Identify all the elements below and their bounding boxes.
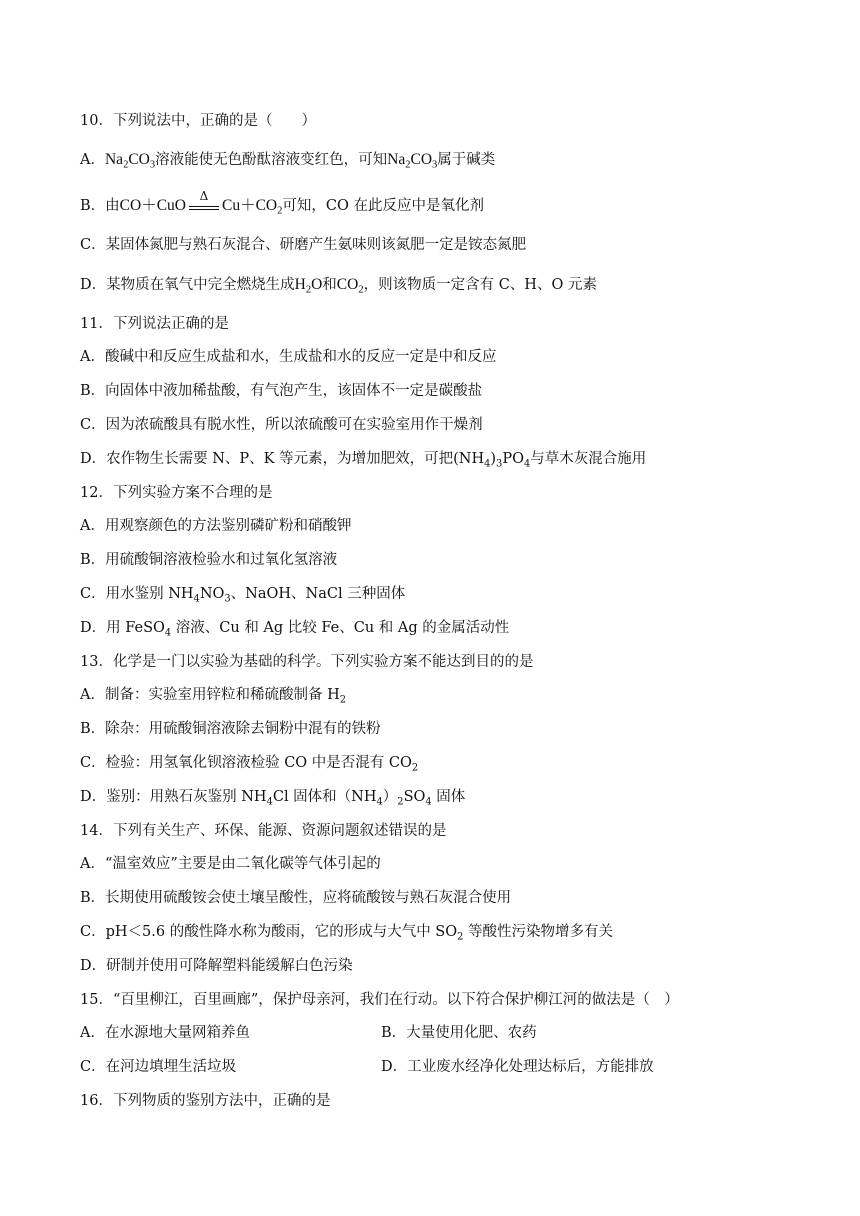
question-10-option-b: B．由CO＋CuO Δ $Cu+CO_2$可知，CO 在此反应中是氧化剂 (80, 189, 484, 217)
question-15-stem: 15．“百里柳江，百里画廊”，保护母亲河，我们在行动。以下符合保护柳江河的做法是（ ） (80, 992, 679, 1008)
question-12-option-b: B．用硫酸铜溶液检验水和过氧化氢溶液 (80, 552, 338, 568)
question-12-option-d: D．用 FeSO$_4$ 溶液、Cu 和 Ag 比较 Fe、Cu 和 Ag 的金属活动性 (80, 620, 510, 639)
question-14-stem: 14．下列有关生产、环保、能源、资源问题叙述错误的是 (80, 823, 447, 839)
question-10-option-d: D．某物质在氧气中完全燃烧生成$H_2O$和$CO_2$，则该物质一定含有 C、H、O 元素 (80, 276, 597, 296)
question-10-stem: 10．下列说法中，正确的是（ ） (80, 113, 316, 129)
question-12-option-c: C．用水鉴别 $NH_4NO_3$、NaOH、NaCl 三种固体 (80, 586, 406, 605)
question-15-option-a: A．在水源地大量网箱养鱼 (80, 1025, 250, 1041)
question-10-option-c: C．某固体氮肥与熟石灰混合、研磨产生氨味则该氮肥一定是铵态氮肥 (80, 237, 527, 253)
question-11-option-d: D．农作物生长需要 N、P、K 等元素，为增加肥效，可把$(NH_4)_3PO_4$与草木灰混合施用 (80, 451, 647, 470)
question-11-option-c: C．因为浓硫酸具有脱水性，所以浓硫酸可在实验室用作干燥剂 (80, 417, 483, 433)
question-10-option-a: A．$Na_2CO_3$溶液能使无色酚酞溶液变红色，可知$Na_2CO_3$属于碱类 (80, 151, 496, 171)
question-16-stem: 16．下列物质的鉴别方法中，正确的是 (80, 1093, 331, 1109)
question-11-stem: 11．下列说法正确的是 (80, 316, 229, 332)
question-12-option-a: A．用观察颜色的方法鉴别磷矿粉和硝酸钾 (80, 518, 352, 534)
question-15-option-c: C．在河边填埋生活垃圾 (80, 1059, 237, 1075)
question-14-option-b: B．长期使用硫酸铵会使土壤呈酸性，应将硫酸铵与熟石灰混合使用 (80, 890, 512, 906)
question-15-option-d: D．工业废水经净化处理达标后，方能排放 (381, 1059, 654, 1075)
question-12-stem: 12．下列实验方案不合理的是 (80, 485, 273, 501)
question-11-option-b: B．向固体中液加稀盐酸，有气泡产生，该固体不一定是碳酸盐 (80, 383, 483, 399)
question-13-option-c: C．检验：用氢氧化钡溶液检验 CO 中是否混有 $CO_2$ (80, 755, 419, 774)
question-13-option-a: A．制备：实验室用锌粒和稀硫酸制备 $H_2$ (80, 687, 346, 706)
question-13-stem: 13．化学是一门以实验为基础的科学。下列实验方案不能达到目的的是 (80, 654, 534, 670)
reaction-condition-equals-sign: Δ (187, 196, 221, 216)
question-13-option-d: D．鉴别：用熟石灰鉴别 $NH_4Cl$ 固体和$(NH_4)_2SO_4$ 固体 (80, 789, 466, 808)
question-13-option-b: B．除杂：用硫酸铜溶液除去铜粉中混有的铁粉 (80, 721, 381, 737)
question-14-option-d: D．研制并使用可降解塑料能缓解白色污染 (80, 958, 353, 974)
question-15-option-b: B．大量使用化肥、农药 (381, 1025, 537, 1041)
question-14-option-c: C．pH＜5.6 的酸性降水称为酸雨，它的形成与大气中 $SO_2$ 等酸性污染物增多有关 (80, 924, 613, 943)
question-11-option-a: A．酸碱中和反应生成盐和水，生成盐和水的反应一定是中和反应 (80, 349, 497, 365)
question-14-option-a: A．“温室效应”主要是由二氧化碳等气体引起的 (80, 856, 381, 872)
